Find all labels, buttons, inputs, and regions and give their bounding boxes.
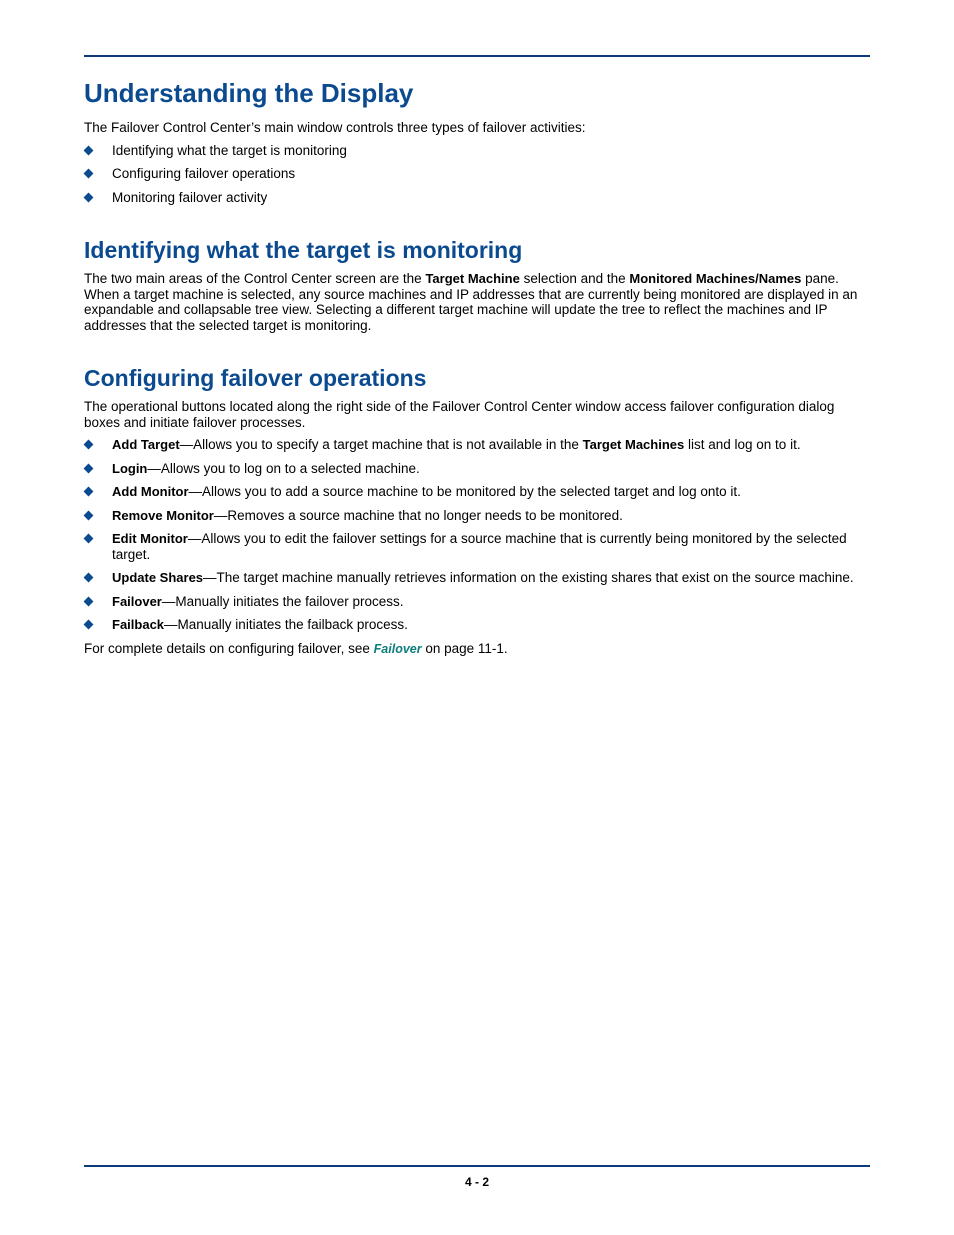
closing-paragraph: For complete details on configuring failover, see Failover on page 11-1. — [84, 640, 508, 656]
list-item: Identifying what the target is monitoring — [84, 143, 870, 159]
list-item: Add Target—Allows you to specify a target machine that is not available in the Target Machines list and log on to it. — [84, 437, 870, 453]
configuring-paragraph: The operational buttons located along the right side of the Failover Control Center window access failover configuration dialog boxes and initiate failover processes. — [84, 399, 835, 430]
activities-list — [84, 143, 870, 206]
diamond-bullet-icon — [84, 620, 94, 630]
diamond-bullet-icon — [84, 511, 94, 521]
list-item: Monitoring failover activity — [84, 190, 870, 206]
list-item: Edit Monitor—Allows you to edit the failover settings for a source machine that is currently being monitored by the selected target. — [84, 531, 870, 562]
diamond-bullet-icon — [84, 573, 94, 583]
identifying-paragraph: The two main areas of the Control Center screen are the Target Machine selection and the Monitored Machines/Names pane. When a target machine is selected, any source machines and IP addresses that are currently being monitored are displayed in an expandable and collapsable tree view. Selecting a different target machine will update the tree to reflect the machines and IP addresses that the selected target is monitoring. — [84, 271, 858, 333]
diamond-bullet-icon — [84, 193, 94, 203]
diamond-bullet-icon — [84, 169, 94, 179]
footer-rule — [84, 1165, 870, 1167]
failover-link[interactable]: Failover — [373, 641, 422, 656]
page-number: 4 - 2 — [464, 1175, 489, 1189]
intro-paragraph: The Failover Control Center’s main window controls three types of failover activities: — [84, 120, 586, 135]
page-title: Understanding the Display — [84, 78, 414, 108]
list-item: Update Shares—The target machine manually retrieves information on the existing shares that exist on the source machine. — [84, 570, 870, 586]
diamond-bullet-icon — [84, 440, 94, 450]
diamond-bullet-icon — [84, 464, 94, 474]
list-item: Configuring failover operations — [84, 166, 870, 182]
operations-list — [84, 437, 870, 633]
list-item: Failback—Manually initiates the failback process. — [84, 617, 870, 633]
diamond-bullet-icon — [84, 534, 94, 544]
diamond-bullet-icon — [84, 487, 94, 497]
diamond-bullet-icon — [84, 597, 94, 607]
section-heading-configuring: Configuring failover operations — [84, 365, 427, 391]
header-rule — [84, 55, 870, 57]
diamond-bullet-icon — [84, 146, 94, 156]
list-item: Remove Monitor—Removes a source machine that no longer needs to be monitored. — [84, 508, 870, 524]
section-heading-identifying: Identifying what the target is monitoring — [84, 237, 523, 263]
list-item: Login—Allows you to log on to a selected machine. — [84, 461, 870, 477]
list-item: Failover—Manually initiates the failover process. — [84, 594, 870, 610]
page-content — [84, 76, 870, 664]
list-item: Add Monitor—Allows you to add a source machine to be monitored by the selected target and log onto it. — [84, 484, 870, 500]
